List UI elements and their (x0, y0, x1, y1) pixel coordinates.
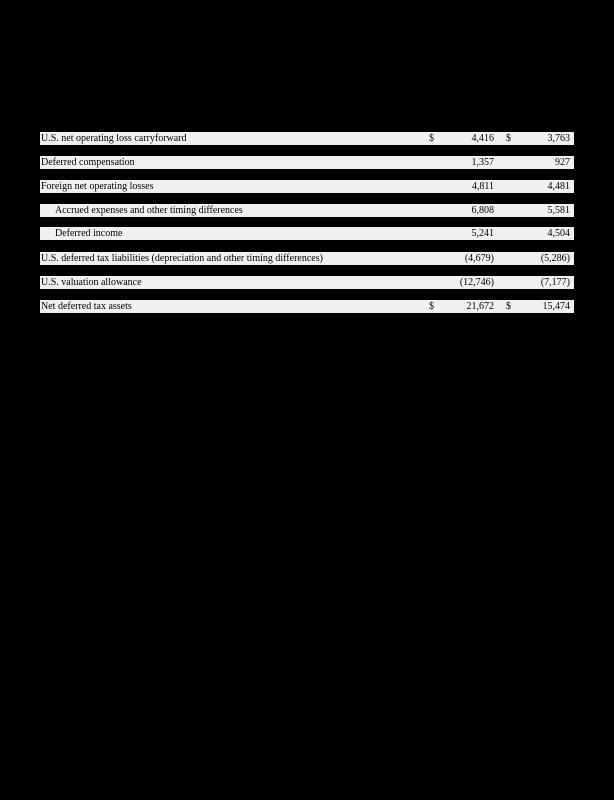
value-current-year: (4,679) (464, 253, 494, 264)
value-prior-year: 3,763 (547, 133, 570, 144)
value-prior-year: (7,177) (540, 277, 570, 288)
value-current-year: 4,416 (471, 133, 494, 144)
row-label: Deferred compensation (41, 157, 135, 168)
row-label: U.S. net operating loss carryforward (41, 133, 187, 144)
value-current-year: (12,746) (459, 277, 494, 288)
row-label: Foreign net operating losses (41, 181, 154, 192)
row-label: U.S. valuation allowance (41, 277, 142, 288)
subtotal-rule (429, 297, 501, 298)
value-prior-year: 15,474 (542, 301, 570, 312)
value-prior-year: (5,286) (540, 253, 570, 264)
table-row (40, 156, 574, 169)
table-row (40, 227, 574, 240)
table-row (40, 180, 574, 193)
table-row (40, 204, 574, 217)
value-current-year: 6,808 (471, 205, 494, 216)
table-row (40, 276, 574, 289)
currency-symbol: $ (506, 301, 511, 312)
row-label: Deferred income (55, 228, 123, 239)
value-current-year: 21,672 (466, 301, 494, 312)
table-row (40, 132, 574, 145)
currency-symbol: $ (429, 133, 434, 144)
value-prior-year: 4,504 (547, 228, 570, 239)
value-prior-year: 927 (555, 157, 570, 168)
row-label: U.S. deferred tax liabilities (depreciation and other timing differences) (41, 253, 323, 264)
value-current-year: 5,241 (471, 228, 494, 239)
value-current-year: 4,811 (471, 181, 494, 192)
value-prior-year: 4,481 (547, 181, 570, 192)
table-row (40, 300, 574, 313)
subtotal-rule (429, 240, 501, 241)
value-prior-year: 5,581 (547, 205, 570, 216)
table-row (40, 252, 574, 265)
subtotal-rule (505, 297, 574, 298)
row-label: Accrued expenses and other timing differences (55, 205, 243, 216)
row-label: Net deferred tax assets (41, 301, 132, 312)
currency-symbol: $ (506, 133, 511, 144)
subtotal-rule (505, 240, 574, 241)
value-current-year: 1,357 (471, 157, 494, 168)
currency-symbol: $ (429, 301, 434, 312)
